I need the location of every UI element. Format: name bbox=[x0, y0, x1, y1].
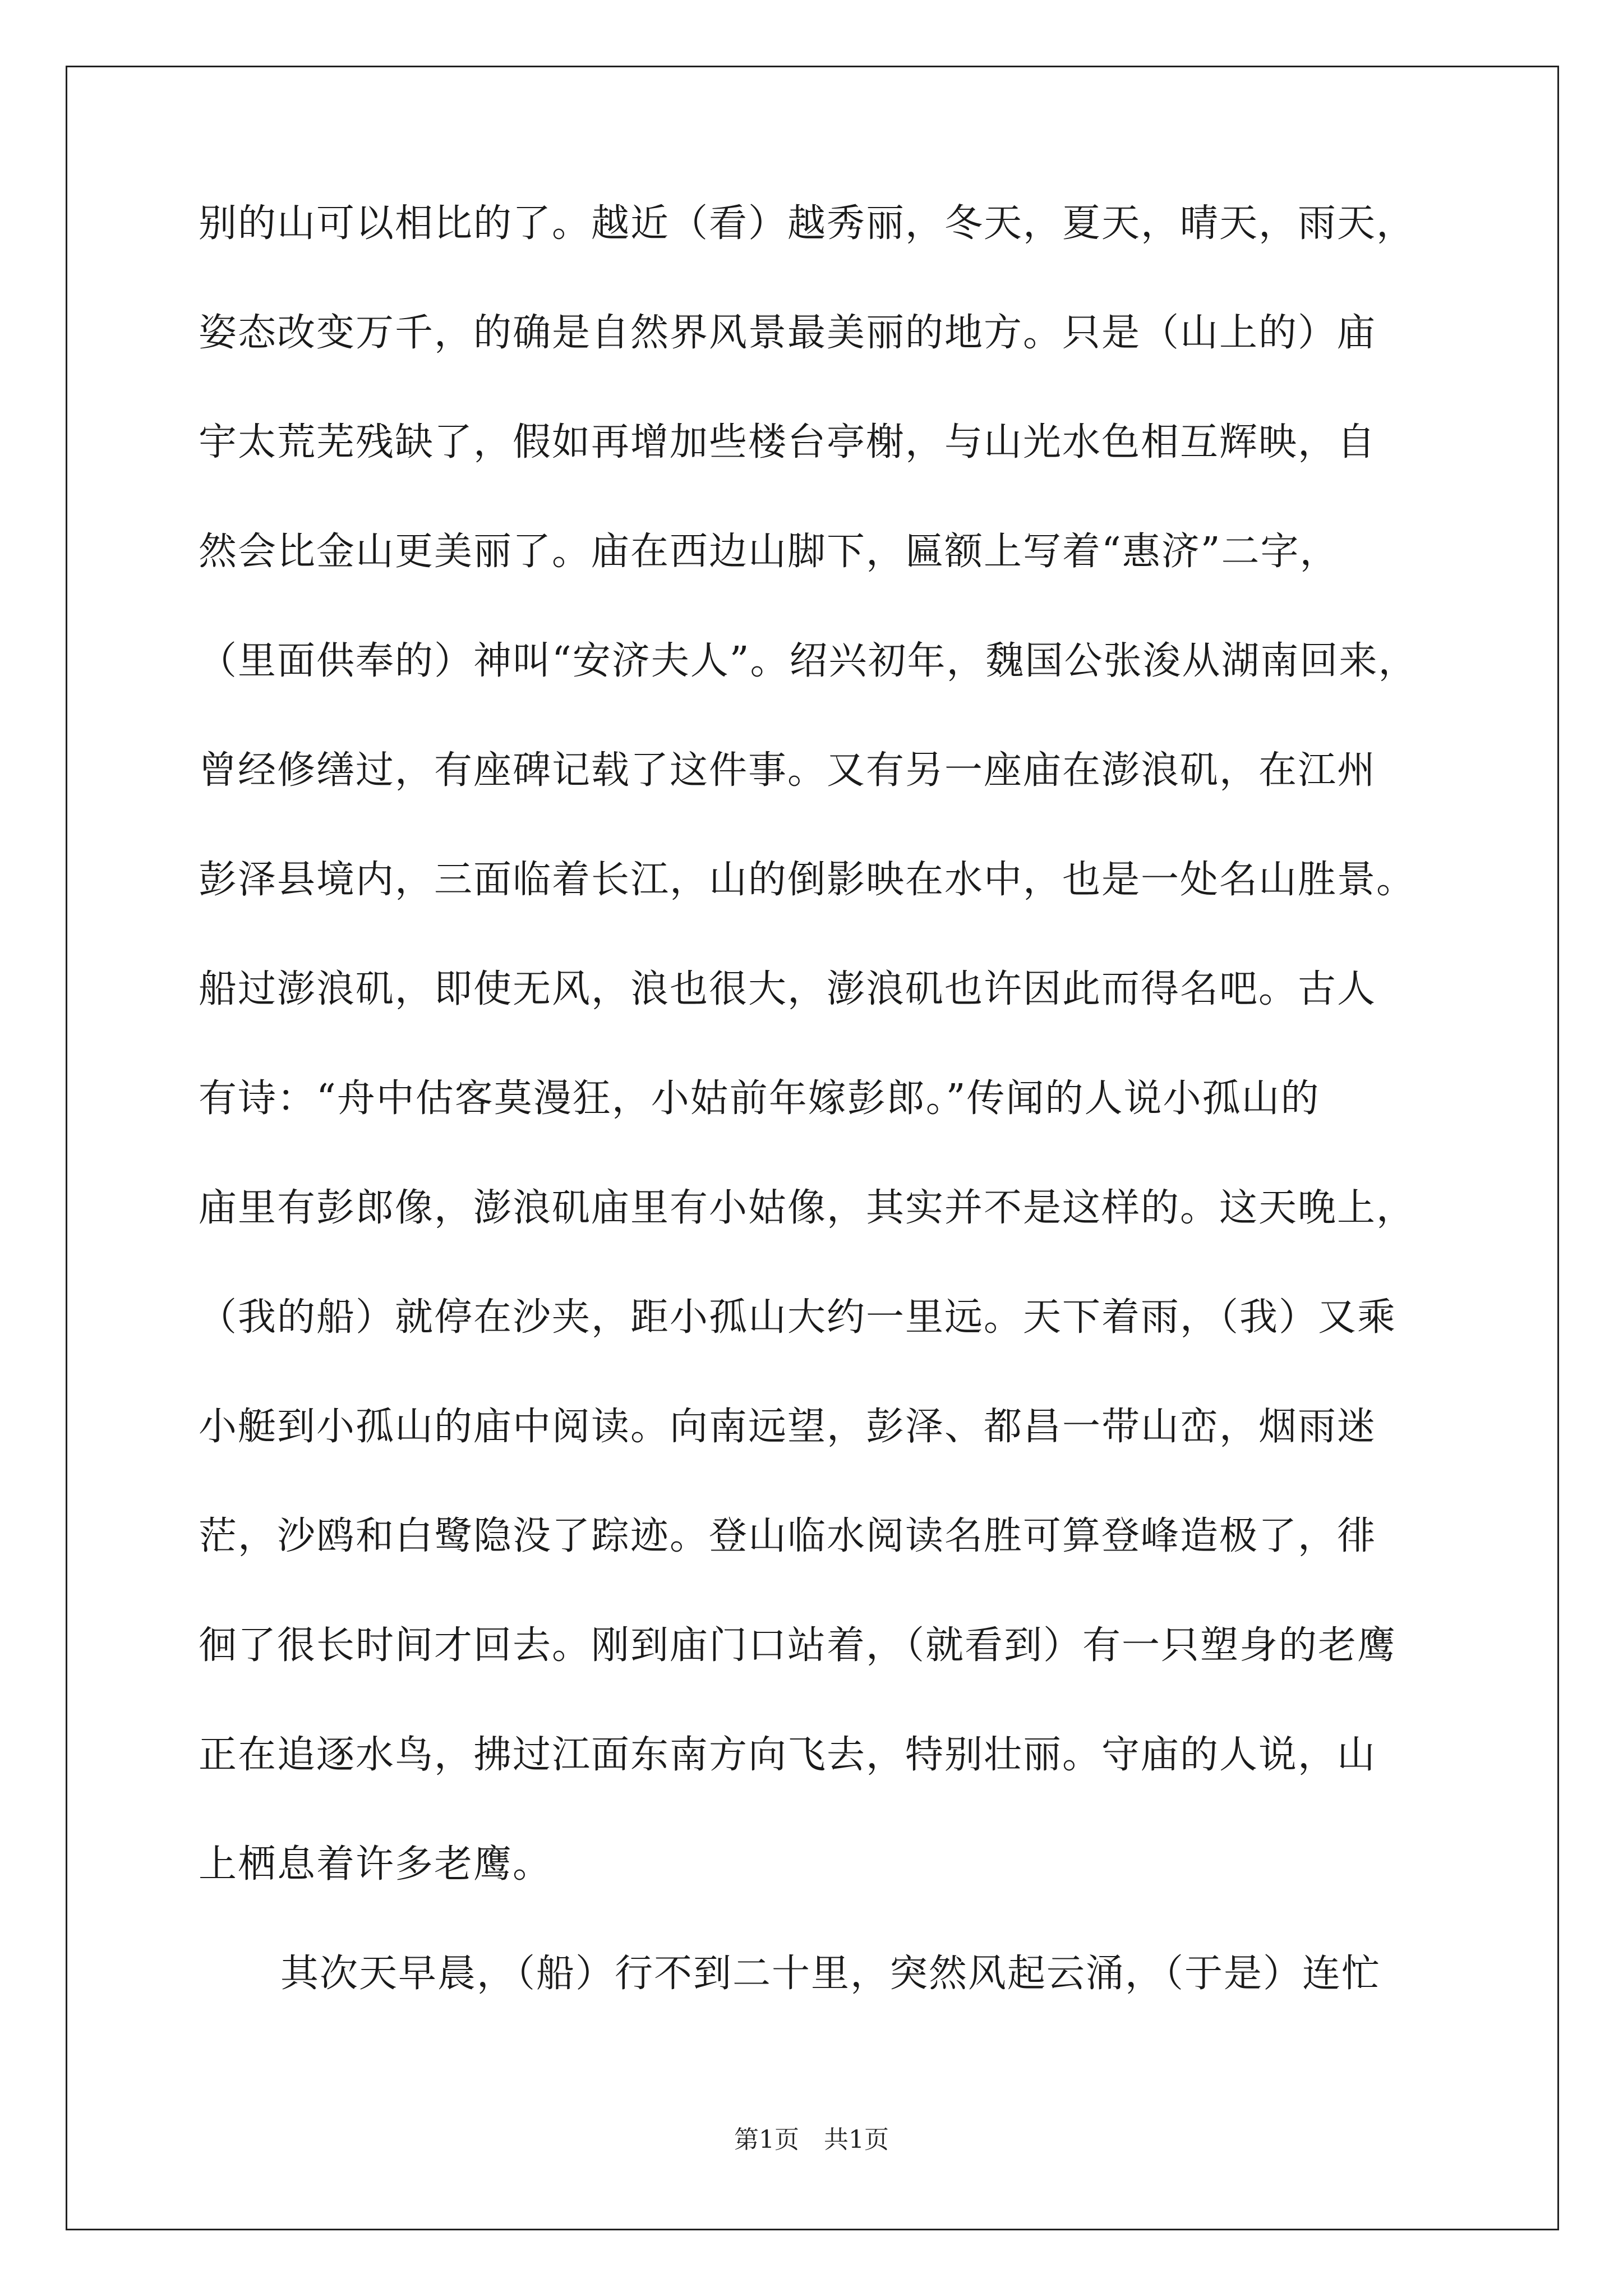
text-line: 上栖息着许多老鹰。 bbox=[199, 1842, 552, 1887]
text-line: 船过澎浪矶，即使无风，浪也很大，澎浪矶也许因此而得名吧。古人 bbox=[199, 967, 1377, 1011]
text-line: （里面供奉的）神叫“安济夫人”。绍兴初年，魏国公张浚从湖南回来， bbox=[199, 639, 1418, 683]
text-line: 曾经修缮过，有座碑记载了这件事。又有另一座庙在澎浪矶，在江州 bbox=[199, 748, 1377, 793]
text-line: 彭泽县境内，三面临着长江，山的倒影映在水中，也是一处名山胜景。 bbox=[199, 858, 1416, 902]
body-text bbox=[199, 201, 1460, 2064]
text-line: 然会比金山更美丽了。庙在西边山脚下，匾额上写着“惠济”二字， bbox=[199, 530, 1339, 574]
text-line: 正在追逐水鸟，拂过江面东南方向飞去，特别壮丽。守庙的人说，山 bbox=[199, 1733, 1377, 1777]
text-line: 茫，沙鸥和白鹭隐没了踪迹。登山临水阅读名胜可算登峰造极了，徘 bbox=[199, 1514, 1377, 1558]
text-line: 庙里有彭郎像，澎浪矶庙里有小姑像，其实并不是这样的。这天晚上， bbox=[199, 1186, 1416, 1230]
paragraph-start-line: 其次天早晨，（船）行不到二十里，突然风起云涌，（于是）连忙 bbox=[280, 1952, 1381, 1996]
text-line: 小艇到小孤山的庙中阅读。向南远望，彭泽、都昌一带山峦，烟雨迷 bbox=[199, 1405, 1377, 1449]
text-line: 徊了很长时间才回去。刚到庙门口站着，（就看到）有一只塑身的老鹰 bbox=[199, 1623, 1397, 1668]
text-line: 姿态改变万千，的确是自然界风景最美丽的地方。只是（山上的）庙 bbox=[199, 311, 1377, 355]
text-line: 有诗：“舟中估客莫漫狂，小姑前年嫁彭郎。”传闻的人说小孤山的 bbox=[199, 1076, 1320, 1121]
page-number-footer: 第1页 共1页 bbox=[734, 2125, 889, 2154]
text-line: 别的山可以相比的了。越近（看）越秀丽，冬天，夏天，晴天，雨天， bbox=[199, 201, 1416, 246]
text-line: 宇太荒芜残缺了，假如再增加些楼台亭榭，与山光水色相互辉映，自 bbox=[199, 420, 1377, 464]
text-line: （我的船）就停在沙夹，距小孤山大约一里远。天下着雨，（我）又乘 bbox=[199, 1295, 1397, 1340]
